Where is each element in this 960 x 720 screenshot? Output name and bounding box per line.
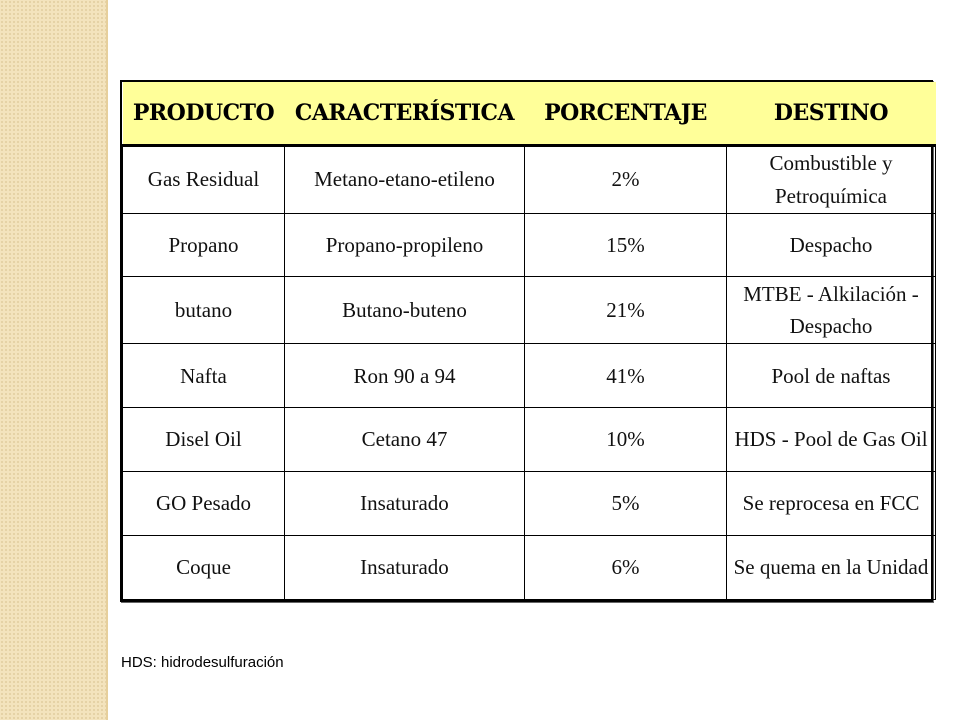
cell-producto: butano [123,277,285,344]
products-table [122,82,936,600]
header-caracteristica: CARACTERÍSTICA [285,82,525,145]
cell-destino: Pool de naftas [727,344,936,408]
cell-porcentaje: 21% [525,277,727,344]
cell-producto: Gas Residual [123,145,285,213]
cell-caracteristica: Butano-buteno [285,277,525,344]
table-row [123,408,936,472]
table-row [123,536,936,600]
cell-caracteristica: Propano-propileno [285,213,525,277]
table-header-row [123,82,936,145]
cell-caracteristica: Insaturado [285,536,525,600]
products-table-frame [120,80,933,602]
destino-line-1: Combustible y [769,150,893,175]
cell-destino: Despacho [727,213,936,277]
table-row [123,145,936,213]
cell-porcentaje: 6% [525,536,727,600]
cell-destino: HDS - Pool de Gas Oil [727,408,936,472]
cell-caracteristica: Metano-etano-etileno [285,145,525,213]
header-producto: PRODUCTO [123,82,285,145]
table-row [123,344,936,408]
cell-porcentaje: 2% [525,145,727,213]
cell-caracteristica: Cetano 47 [285,408,525,472]
destino-line-2: Despacho [789,314,873,339]
cell-porcentaje: 41% [525,344,727,408]
cell-caracteristica: Insaturado [285,472,525,536]
table-row [123,213,936,277]
destino-line-2: Petroquímica [775,183,887,208]
cell-producto: Disel Oil [123,408,285,472]
decorative-side-band [0,0,106,720]
header-destino: DESTINO [727,82,936,145]
header-porcentaje: PORCENTAJE [525,82,727,145]
cell-producto: Propano [123,213,285,277]
cell-destino [727,277,936,344]
cell-porcentaje: 10% [525,408,727,472]
cell-producto: GO Pesado [123,472,285,536]
cell-destino [727,145,936,213]
cell-porcentaje: 15% [525,213,727,277]
cell-caracteristica: Ron 90 a 94 [285,344,525,408]
table-row [123,277,936,344]
cell-producto: Nafta [123,344,285,408]
footnote: HDS: hidrodesulfuración [121,654,284,671]
cell-destino: Se quema en la Unidad [727,536,936,600]
destino-line-1: MTBE - Alkilación - [743,281,919,306]
cell-porcentaje: 5% [525,472,727,536]
table-row [123,472,936,536]
side-divider [106,0,108,720]
cell-destino: Se reprocesa en FCC [727,472,936,536]
cell-producto: Coque [123,536,285,600]
